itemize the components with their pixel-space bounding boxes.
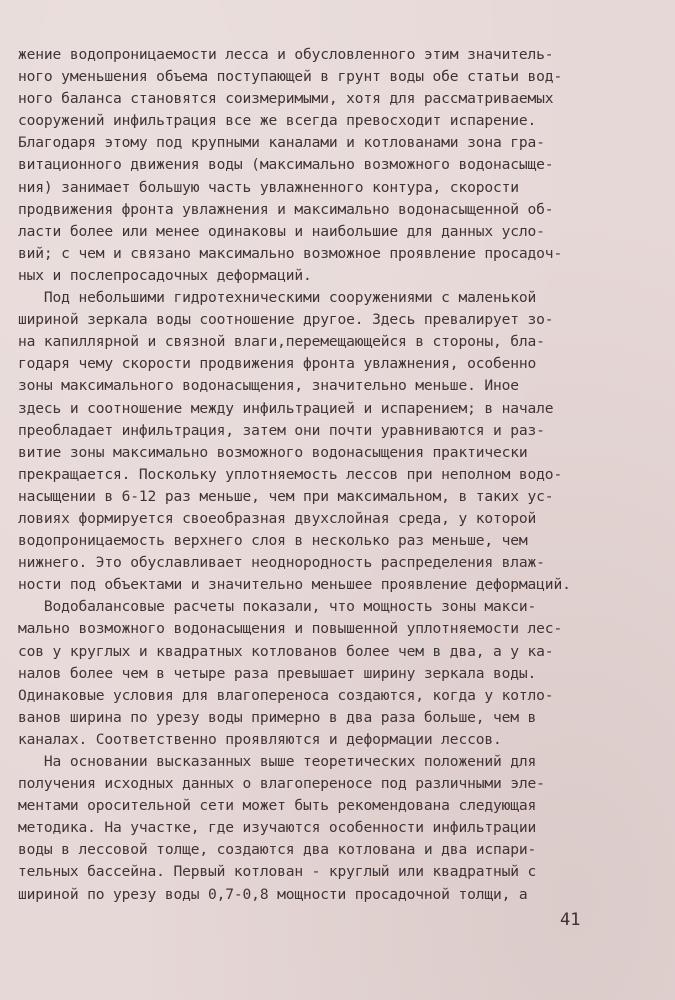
body-text: [18, 44, 578, 906]
text-line: ванов ширина по урезу воды примерно в два раза больше, чем в: [18, 708, 537, 726]
text-line: шириной зеркала воды соотношение другое. Здесь превалирует зо-: [18, 311, 554, 329]
text-line: Благодаря этому под крупными каналами и котлованами зона гра-: [18, 134, 545, 152]
text-line: ментами оросительной сети может быть рекомендована следующая: [18, 797, 537, 815]
text-line: нижнего. Это обуславливает неоднородность распределения влаж-: [18, 554, 545, 572]
text-line: налов более чем в четыре раза превышает ширину зеркала воды.: [18, 664, 537, 682]
text-line: каналах. Соответственно проявляются и деформации лессов.: [18, 730, 502, 748]
text-line: преобладает инфильтрация, затем они почти уравниваются и раз-: [18, 421, 545, 439]
text-line: здесь и соотношение между инфильтрацией и испарением; в начале: [18, 399, 554, 417]
text-line: сооружений инфильтрация все же всегда превосходит испарение.: [18, 112, 537, 130]
text-line: продвижения фронта увлажнения и максимально водонасыщенной об-: [18, 200, 554, 218]
text-line: зоны максимального водонасыщения, значительно меньше. Иное: [18, 377, 519, 395]
text-line: витационного движения воды (максимально возможного водонасыще-: [18, 156, 554, 174]
text-line: ловиях формируется своеобразная двухслойная среда, у которой: [18, 509, 537, 527]
text-line: мально возможного водонасыщения и повышенной уплотняемости лес-: [18, 620, 563, 638]
text-line: жение водопроницаемости лесса и обусловленного этим значитель-: [18, 46, 554, 63]
text-line: ного уменьшения объема поступающей в грунт воды обе статьи вод-: [18, 68, 563, 86]
text-line: водопроницаемость верхнего слоя в несколько раз меньше, чем: [18, 532, 528, 550]
text-line: шириной по урезу воды 0,7-0,8 мощности просадочной толщи, а: [18, 885, 528, 903]
text-line: на капиллярной и связной влаги,перемещающейся в стороны, бла-: [18, 333, 545, 351]
text-line: годаря чему скорости продвижения фронта увлажнения, особенно: [18, 355, 537, 373]
text-line: ласти более или менее одинаковы и наибольшие для данных усло-: [18, 222, 545, 240]
text-line: ния) занимает большую часть увлажненного контура, скорости: [18, 178, 519, 196]
text-line: Одинаковые условия для влагопереноса создаются, когда у котло-: [18, 686, 554, 704]
text-line: тельных бассейна. Первый котлован - круглый или квадратный с: [18, 863, 537, 881]
text-line: ных и послепросадочных деформаций.: [18, 266, 312, 284]
text-line: ности под объектами и значительно меньшее проявление деформаций.: [18, 576, 571, 594]
text-line: сов у круглых и квадратных котлованов более чем в два, а у ка-: [18, 642, 554, 660]
text-line: насыщении в 6-12 раз меньше, чем при максимальном, в таких ус-: [18, 487, 554, 505]
text-line: воды в лессовой толще, создаются два котлована и два испари-: [18, 841, 537, 859]
text-line: методика. На участке, где изучаются особенности инфильтрации: [18, 819, 537, 837]
text-line: витие зоны максимально возможного водонасыщения практически: [18, 443, 528, 461]
text-line: вий; с чем и связано максимально возможное проявление просадоч-: [18, 244, 563, 262]
text-line: Водобалансовые расчеты показали, что мощность зоны макси-: [18, 598, 537, 616]
text-line: ного баланса становятся соизмеримыми, хотя для рассматриваемых: [18, 90, 554, 108]
text-line: На основании высказанных выше теоретических положений для: [18, 753, 537, 770]
page-number: 41: [560, 910, 581, 930]
text-line: прекращается. Поскольку уплотняемость лессов при неполном водо-: [18, 465, 563, 483]
text-line: Под небольшими гидротехническими сооружениями с маленькой: [18, 289, 537, 307]
text-line: получения исходных данных о влагопереносе под различными эле-: [18, 775, 545, 793]
